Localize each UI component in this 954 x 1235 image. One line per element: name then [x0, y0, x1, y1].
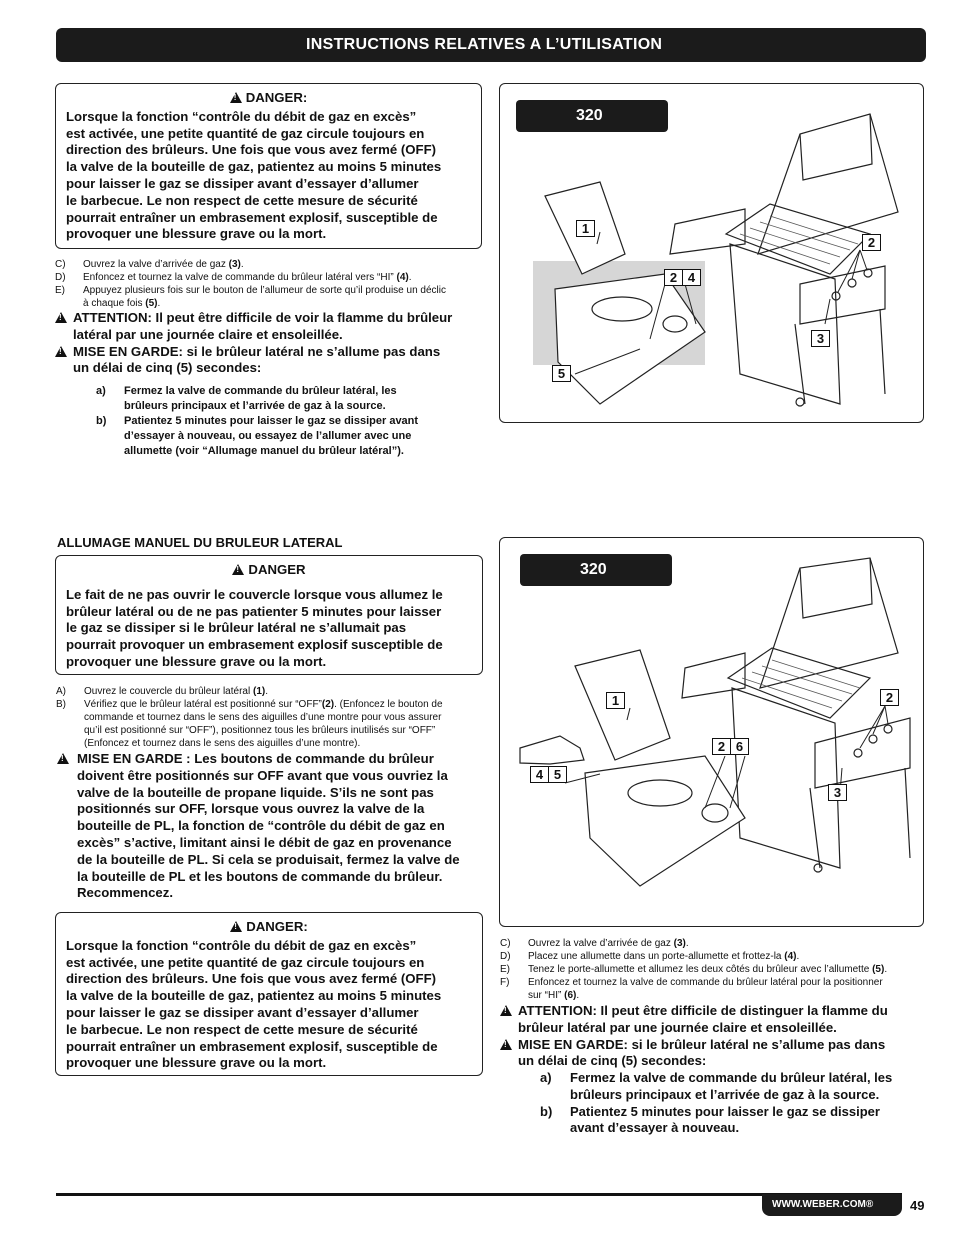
- manual-mise-en-garde: [57, 751, 487, 902]
- step-item: B) Vérifiez que le brûleur latéral est positionné sur “OFF”(2). (Enfoncez le bouton de: [56, 699, 443, 710]
- warning-icon: [55, 312, 67, 323]
- manual-right-warnings: [500, 1003, 930, 1070]
- danger-box-manual: [55, 555, 483, 675]
- warning-line: ! ATTENTION: Il peut être difficile de voir la flamme du brûleur: [55, 310, 485, 327]
- danger-heading: !DANGER:: [66, 90, 471, 107]
- section-header: [56, 28, 926, 62]
- warning-line: ! MISE EN GARDE: si le brûleur latéral ne s’allume pas dans: [55, 344, 485, 361]
- page-number: 49: [910, 1198, 925, 1213]
- danger-line: le gaz se dissiper si le brûleur latéral ne s’allumait pas: [66, 620, 407, 636]
- danger-line: Lorsque la fonction “contrôle du débit de gaz en excès”: [66, 937, 417, 953]
- warning-line: doivent être positionnés sur OFF avant que vous ouvriez la: [77, 767, 448, 783]
- danger-line: provoquer une blessure grave ou la mort.: [66, 653, 327, 669]
- danger-line: provoquer une blessure grave ou la mort.: [66, 1055, 327, 1071]
- warning-line: ! MISE EN GARDE : Les boutons de commande du brûleur: [57, 751, 487, 768]
- model-label: 320: [520, 554, 672, 586]
- callout-2: 2: [862, 234, 881, 251]
- warning-line: latéral par une journée claire et ensoleillée.: [73, 326, 343, 342]
- warning-line: positionnés sur OFF, lorsque vous ouvrez la valve de la: [77, 801, 425, 817]
- sub-step-item: b) Patientez 5 minutes pour laisser le gaz se dissiper avant d’essayer à nouveau, ou essayez de l’allumer avec une allumette (voir “Allumage manuel du brûleur latéral”).: [96, 415, 419, 457]
- danger-line: la valve de la bouteille de gaz, patientez au moins 5 minutes: [66, 988, 442, 1004]
- step-item: D) Enfoncez et tournez la valve de commande du brûleur latéral vers “HI” (4).: [55, 272, 412, 283]
- step-item: commande et tournez dans le sens des aiguilles d’une montre pour vous assurer: [84, 712, 442, 723]
- warning-line: excès” s’active, limitant ainsi le débit de gaz en provenance: [77, 834, 452, 850]
- manual-right-steps: [500, 937, 930, 1002]
- callout-4: 4: [682, 269, 701, 286]
- sub-step-item: a) Fermez la valve de commande du brûleur latéral, les brûleurs principaux et l’arrivée de gaz à la source.: [96, 385, 397, 412]
- danger-line: direction des brûleurs. Une fois que vous avez fermé (OFF): [66, 971, 437, 987]
- warning-line: bouteille de PL, la fonction de “contrôle du débit de gaz en: [77, 818, 445, 834]
- warning-icon: [230, 92, 242, 103]
- callout-1: 1: [576, 220, 595, 237]
- manual-right-sub-steps: [540, 1070, 930, 1137]
- step-item: E) Tenez le porte-allumette et allumez les deux côtés du brûleur avec l’allumette (5).: [500, 964, 888, 975]
- danger-box-bottom: [55, 912, 483, 1076]
- danger-line: le barbecue. Le non respect de cette mesure de sécurité: [66, 1021, 418, 1037]
- danger-line: pourrait provoquer un embrasement explosif susceptible de: [66, 637, 443, 653]
- callout-6: 6: [730, 738, 749, 755]
- step-item: A) Ouvrez le couvercle du brûleur latéral (1).: [56, 686, 268, 697]
- warning-icon: [500, 1005, 512, 1016]
- model-label: 320: [516, 100, 668, 132]
- grill-figure-top: [499, 83, 924, 423]
- callout-5: 5: [552, 365, 571, 382]
- warning-icon: [57, 753, 69, 764]
- danger-heading: !DANGER:: [66, 919, 472, 936]
- danger-line: pour laisser le gaz se dissiper avant d’essayer d’allumer: [66, 175, 419, 191]
- warning-line: ! ATTENTION: Il peut être difficile de distinguer la flamme du: [500, 1003, 930, 1020]
- warning-icon: [55, 346, 67, 357]
- sub-step-item: a) Fermez la valve de commande du brûleur latéral, les brûleurs principaux et l’arrivée de gaz à la source.: [540, 1070, 893, 1102]
- danger-line: pourrait entraîner un embrasement explosif, susceptible de: [66, 1038, 438, 1054]
- step-item: E) Appuyez plusieurs fois sur le bouton de l’allumeur de sorte qu’il produise un déclic: [55, 285, 446, 296]
- step-item: à chaque fois (5).: [83, 298, 161, 309]
- danger-heading: !DANGER: [66, 562, 472, 579]
- top-warnings: [55, 310, 485, 377]
- danger-line: est activée, une petite quantité de gaz circule toujours en: [66, 954, 425, 970]
- warning-line: un délai de cinq (5) secondes:: [518, 1053, 707, 1069]
- danger-line: la valve de la bouteille de gaz, patientez au moins 5 minutes: [66, 159, 442, 175]
- step-item: D) Placez une allumette dans un porte-allumette et frottez-la (4).: [500, 951, 800, 962]
- step-item: C) Ouvrez la valve d’arrivée de gaz (3).: [500, 938, 689, 949]
- warning-icon: [500, 1039, 512, 1050]
- warning-line: ! MISE EN GARDE: si le brûleur latéral ne s’allume pas dans: [500, 1037, 930, 1054]
- danger-line: Le fait de ne pas ouvrir le couvercle lorsque vous allumez le: [66, 586, 443, 602]
- callout-2: 2: [664, 269, 683, 286]
- danger-line: pourrait entraîner un embrasement explosif, susceptible de: [66, 209, 438, 225]
- callout-4: 4: [530, 766, 549, 783]
- step-item: sur “HI” (6).: [528, 990, 580, 1001]
- danger-line: direction des brûleurs. Une fois que vous avez fermé (OFF): [66, 142, 437, 158]
- danger-line: brûleur latéral ou de ne pas patienter 5 minutes pour laisser: [66, 603, 442, 619]
- callout-2: 2: [880, 689, 899, 706]
- footer-url[interactable]: WWW.WEBER.COM®: [762, 1194, 902, 1216]
- step-item: C) Ouvrez la valve d’arrivée de gaz (3).: [55, 259, 244, 270]
- warning-line: brûleur latéral par une journée claire et ensoleillée.: [518, 1019, 837, 1035]
- warning-line: la bouteille de PL et les boutons de commande du brûleur.: [77, 868, 443, 884]
- grill-illustration: [500, 538, 924, 927]
- sub-step-item: b) Patientez 5 minutes pour laisser le gaz se dissiper avant d’essayer à nouveau.: [540, 1103, 880, 1136]
- step-item: qu’il est positionné sur “OFF”), positionnez tous les brûleurs inutilisés sur “OFF”: [84, 725, 436, 736]
- callout-2: 2: [712, 738, 731, 755]
- warning-icon: [230, 921, 242, 932]
- warning-line: un délai de cinq (5) secondes:: [73, 360, 262, 376]
- warning-icon: [232, 564, 244, 575]
- manual-section-title: ALLUMAGE MANUEL DU BRULEUR LATERAL: [57, 535, 343, 550]
- top-sub-steps: [96, 384, 476, 459]
- danger-line: provoquer une blessure grave ou la mort.: [66, 226, 327, 242]
- danger-box-top: [55, 83, 482, 249]
- step-item: (Enfoncez et tournez dans le sens des aiguilles d’une montre).: [84, 738, 361, 749]
- grill-figure-bottom: [499, 537, 924, 927]
- callout-5: 5: [548, 766, 567, 783]
- warning-line: valve de la bouteille de propane liquide. S’ils ne sont pas: [77, 784, 434, 800]
- callout-1: 1: [606, 692, 625, 709]
- section-title: INSTRUCTIONS RELATIVES A L’UTILISATION: [306, 36, 663, 53]
- danger-line: le barbecue. Le non respect de cette mesure de sécurité: [66, 192, 418, 208]
- callout-3: 3: [811, 330, 830, 347]
- danger-line: est activée, une petite quantité de gaz circule toujours en: [66, 125, 425, 141]
- danger-line: Lorsque la fonction “contrôle du débit de gaz en excès”: [66, 108, 417, 124]
- step-item: F) Enfoncez et tournez la valve de commande du brûleur latéral pour la positionner: [500, 977, 883, 988]
- top-steps-list: [55, 258, 485, 310]
- danger-line: pour laisser le gaz se dissiper avant d’essayer d’allumer: [66, 1004, 419, 1020]
- warning-line: Recommencez.: [77, 885, 174, 901]
- manual-steps-list: [56, 685, 486, 750]
- callout-3: 3: [828, 784, 847, 801]
- warning-line: de la bouteille de PL. Si cela se produisait, fermez la valve de: [77, 851, 460, 867]
